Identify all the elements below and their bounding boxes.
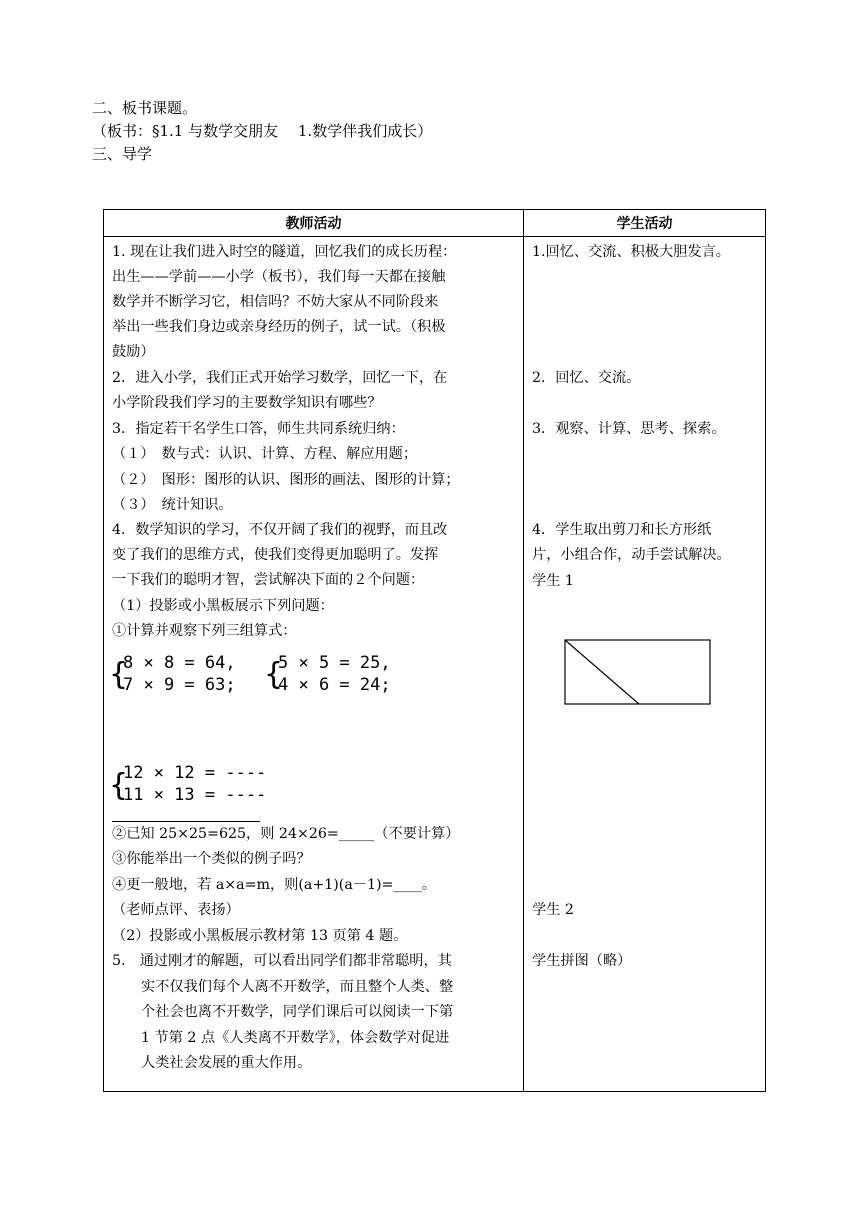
teacher-line: ④更一般地，若 a×a=m，则(a+1)(a－1)=____。: [112, 877, 436, 893]
section-heading-2: 二、板书课题。: [92, 99, 198, 117]
teacher-line: 鼓励）: [112, 344, 155, 360]
teacher-line: ①计算并观察下列三组算式：: [112, 623, 297, 639]
cut-rectangle-figure: [564, 639, 712, 707]
board-note: （板书：§1.1 与数学交朋友 1.数学伴我们成长）: [92, 122, 433, 140]
teacher-line: ③你能举出一个类似的例子吗？: [112, 851, 311, 867]
student-line: 2．回忆、交流。: [532, 370, 641, 386]
teacher-activity-header: 教师活动: [104, 210, 524, 237]
teacher-line: 小学阶段我们学习的主要数学知识有哪些？: [112, 395, 382, 411]
teacher-line: （３） 统计知识。: [112, 497, 233, 513]
teacher-line: 出生——学前——小学（板书），我们每一天都在接触: [112, 269, 446, 285]
student-line: 4．学生取出剪刀和长方形纸: [532, 522, 712, 538]
teacher-line: 个社会也离不开数学，同学们课后可以阅读一下第: [141, 1004, 454, 1020]
student-line: 1.回忆、交流、积极大胆发言。: [532, 244, 730, 260]
teacher-line: 1. 现在让我们进入时空的隧道，回忆我们的成长历程：: [112, 244, 457, 260]
equation: 8 × 8 = 64,: [123, 653, 236, 673]
student-line: 学生拼图（略）: [532, 953, 632, 969]
equation: 4 × 6 = 24;: [278, 675, 391, 695]
teacher-line: （2）投影或小黑板展示教材第 13 页第 4 题。: [112, 928, 408, 944]
teacher-line: 实不仅我们每个人离不开数学，而且整个人类、整: [141, 979, 454, 995]
teacher-line: 2．进入小学，我们正式开始学习数学，回忆一下，在: [112, 370, 448, 386]
teacher-line: （老师点评、表扬）: [112, 902, 240, 918]
equation: 7 × 9 = 63;: [123, 675, 236, 695]
teacher-line: 人类社会发展的重大作用。: [141, 1055, 312, 1071]
equation: 12 × 12 = ----: [123, 763, 267, 783]
student-line: 片，小组合作，动手尝试解决。: [532, 547, 731, 563]
divider: [112, 821, 260, 822]
section-heading-3: 三、导学: [92, 145, 153, 163]
teacher-line: 4．数学知识的学习，不仅开阔了我们的视野，而且改: [112, 522, 448, 538]
table-header-row: [104, 210, 766, 237]
teacher-line: 3．指定若干名学生口答，师生共同系统归纳：: [112, 421, 405, 437]
table-row: [104, 237, 766, 1092]
teacher-line: 5. 通过刚才的解题，可以看出同学们都非常聪明，其: [112, 953, 452, 969]
student-activity-cell: [524, 237, 766, 1092]
teacher-line: （２） 图形：图形的认识、图形的画法、图形的计算；: [112, 472, 460, 488]
teacher-line: 变了我们的思维方式，使我们变得更加聪明了。发挥: [112, 547, 439, 563]
left-brace-icon: {: [109, 657, 129, 692]
teacher-line: （１） 数与式：认识、计算、方程、解应用题；: [112, 446, 418, 462]
student-line: 学生 1: [532, 573, 574, 589]
teacher-line: 1 节第 2 点《人类离不开数学》，体会数学对促进: [141, 1030, 450, 1046]
student-activity-header: 学生活动: [524, 210, 766, 237]
activity-table: [103, 209, 766, 1092]
left-brace-icon: {: [109, 768, 129, 803]
teacher-line: 数学并不断学习它，相信吗？不妨大家从不同阶段来: [112, 294, 439, 310]
left-brace-icon: {: [264, 657, 284, 692]
teacher-activity-cell: [104, 237, 524, 1092]
equation: 5 × 5 = 25,: [278, 653, 391, 673]
equation: 11 × 13 = ----: [123, 785, 267, 805]
teacher-line: ②已知 25×25=625，则 24×26=_____（不要计算）: [112, 826, 460, 842]
student-line: 学生 2: [532, 902, 574, 918]
teacher-line: （1）投影或小黑板展示下列问题：: [112, 598, 334, 614]
student-line: 3．观察、计算、思考、探索。: [532, 421, 726, 437]
teacher-line: 举出一些我们身边或亲身经历的例子，试一试。（积极: [112, 319, 446, 335]
teacher-line: 一下我们的聪明才智，尝试解决下面的２个问题：: [112, 572, 425, 588]
